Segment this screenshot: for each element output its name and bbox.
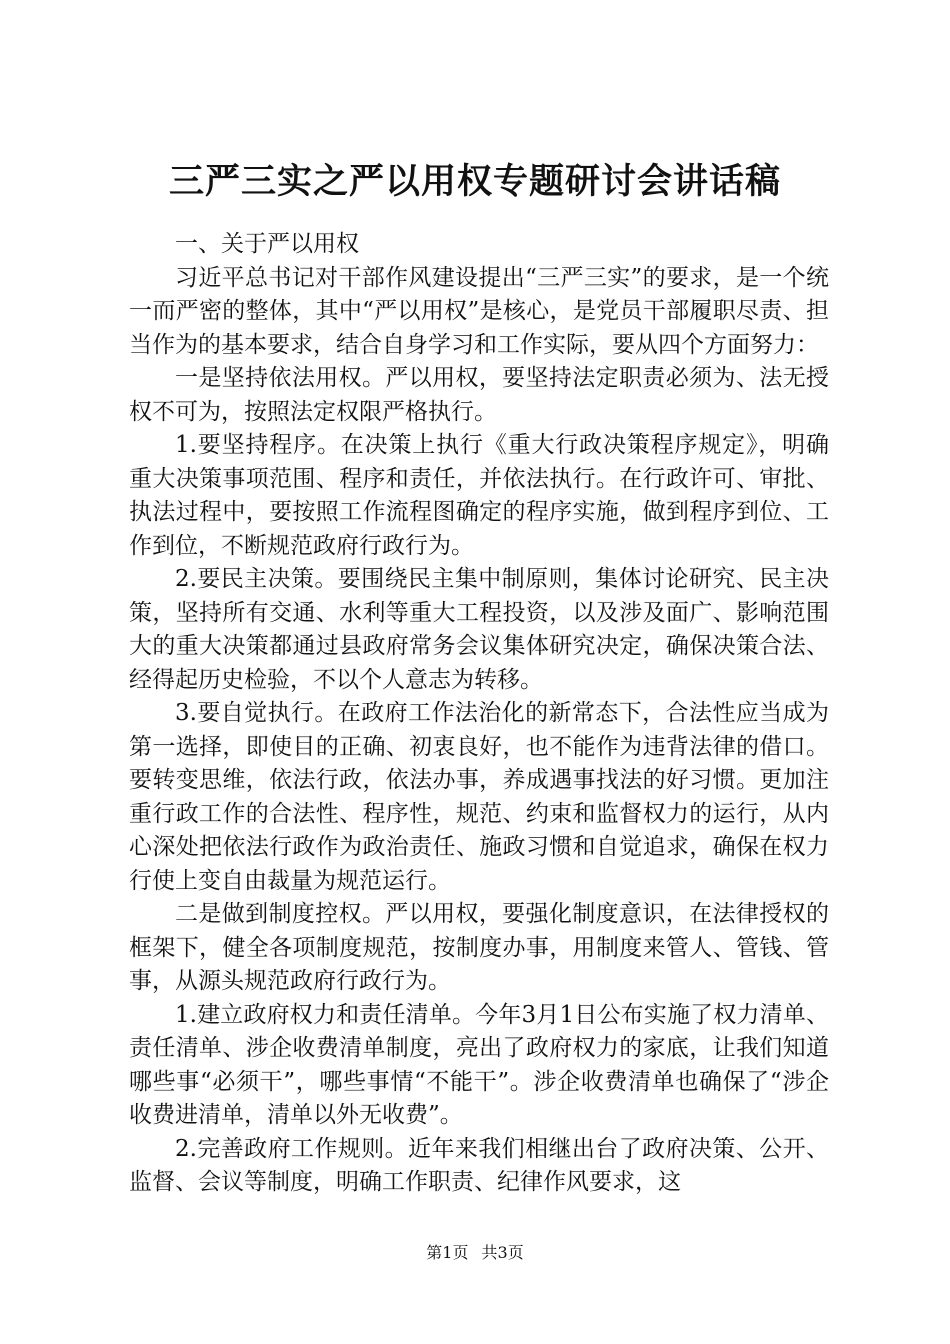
document-title: 三严三实之严以用权专题研讨会讲话稿: [168, 161, 781, 202]
paragraph: 1.建立政府权力和责任清单。今年3月1日公布实施了权力清单、责任清单、涉企收费清单制度，亮出了政府权力的家底，让我们知道哪些事“必须干”，哪些事情“不能干”。涉企收费清单也确保了“涉企收费进清单，清单以外无收费”。: [129, 1001, 829, 1128]
paragraph: 二是做到制度控权。严以用权，要强化制度意识，在法律授权的框架下，健全各项制度规范，按制度办事，用制度来管人、管钱、管事，从源头规范政府行政行为。: [129, 901, 829, 994]
page-footer: [0, 1243, 950, 1263]
page-total: 共3页: [481, 1243, 524, 1262]
page-number: 第1页: [426, 1243, 469, 1262]
document-body: [129, 228, 829, 1200]
paragraph: 2.要民主决策。要围绕民主集中制原则，集体讨论研究、民主决策，坚持所有交通、水利等重大工程投资，以及涉及面广、影响范围大的重大决策都通过县政府常务会议集体研究决定，确保决策合法、经得起历史检验，不以个人意志为转移。: [129, 566, 829, 693]
paragraph: 3.要自觉执行。在政府工作法治化的新常态下，合法性应当成为第一选择，即使目的正确、初衷良好，也不能作为违背法律的借口。要转变思维，依法行政，依法办事，养成遇事找法的好习惯。更加注重行政工作的合法性、程序性，规范、约束和监督权力的运行，从内心深处把依法行政作为政治责任、施政习惯和自觉追求，确保在权力行使上变自由裁量为规范运行。: [129, 700, 829, 894]
paragraph: 习近平总书记对干部作风建设提出“三严三实”的要求，是一个统一而严密的整体，其中“严以用权”是核心，是党员干部履职尽责、担当作为的基本要求，结合自身学习和工作实际，要从四个方面努力：: [129, 264, 829, 358]
section-heading: 一、关于严以用权: [175, 231, 359, 257]
paragraph: 1.要坚持程序。在决策上执行《重大行政决策程序规定》，明确重大决策事项范围、程序和责任，并依法执行。在行政许可、审批、执法过程中，要按照工作流程图确定的程序实施，做到程序到位、工作到位，不断规范政府行政行为。: [129, 432, 829, 559]
paragraph: 2.完善政府工作规则。近年来我们相继出台了政府决策、公开、监督、会议等制度，明确工作职责、纪律作风要求，这: [129, 1135, 829, 1195]
paragraph: 一是坚持依法用权。严以用权，要坚持法定职责必须为、法无授权不可为，按照法定权限严格执行。: [129, 365, 829, 425]
